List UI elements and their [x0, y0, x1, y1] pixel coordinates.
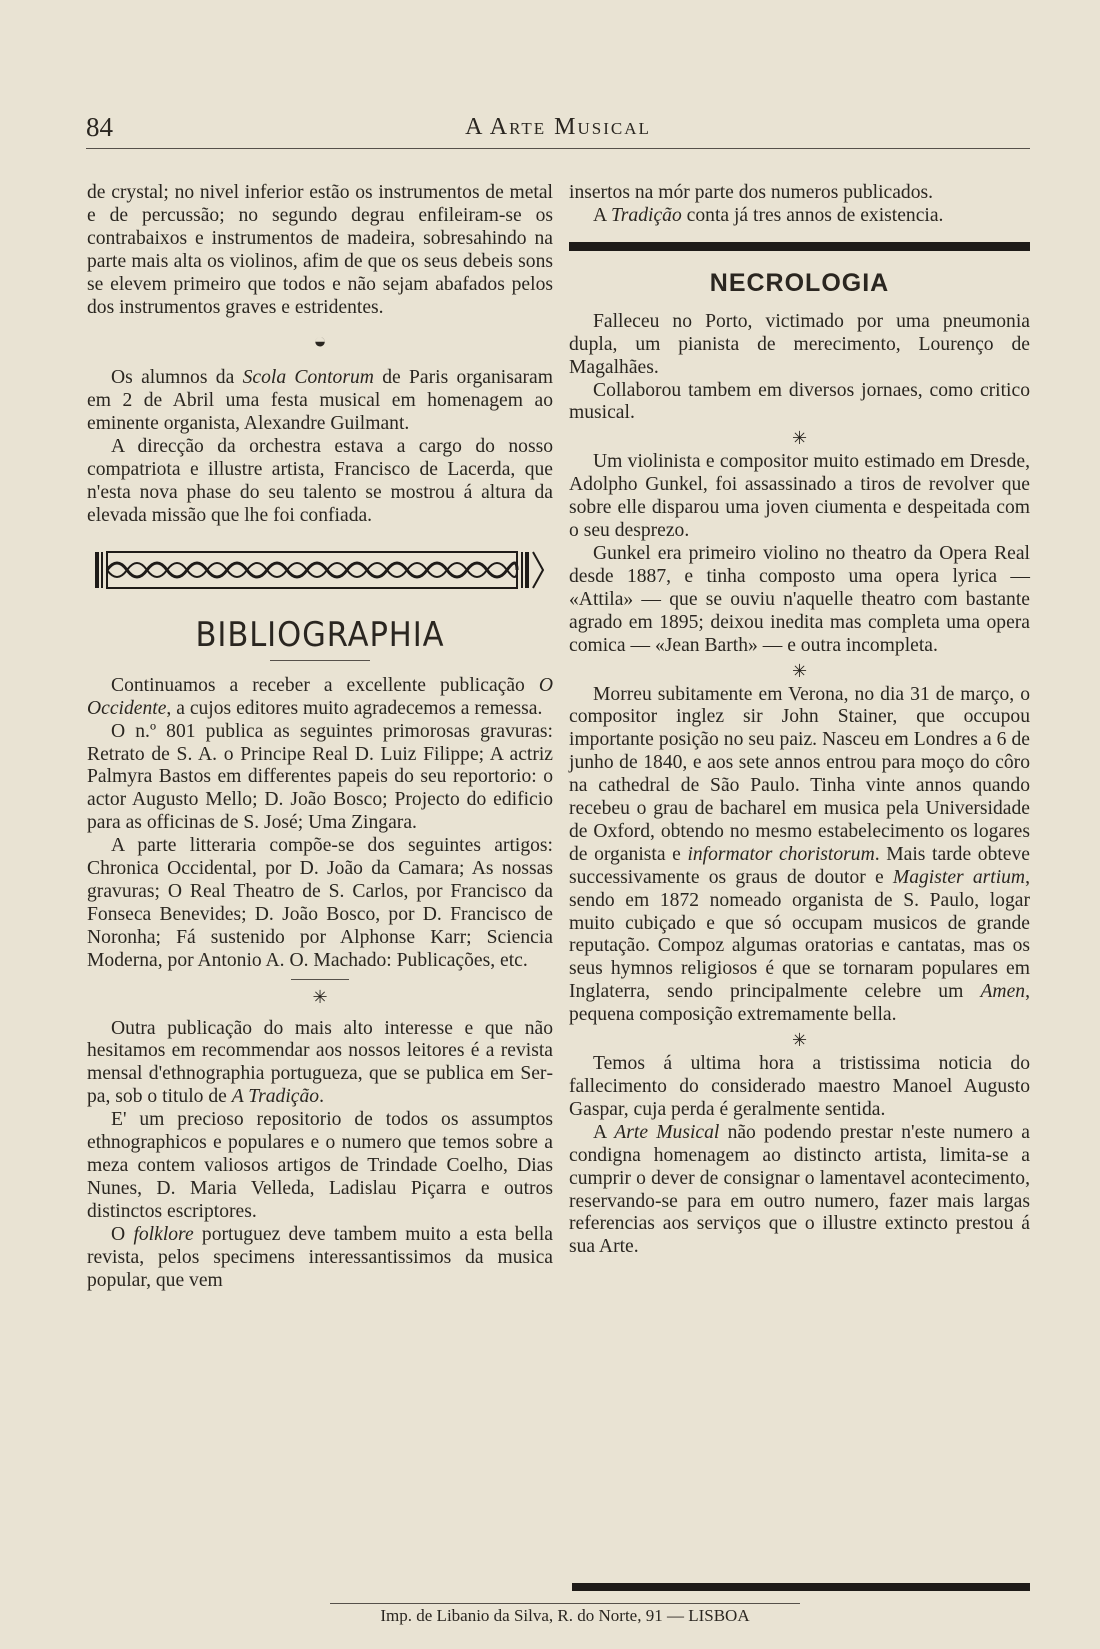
paragraph-tradicao-intro: Outra publicação do mais alto interesse e que não hesitamos em recommendar aos nossos leitores é a revista mensal d'ethnographia portugueza, que se publica em Serpa, sob o titulo de A Tradição. — [87, 1017, 553, 1108]
section-rule — [291, 979, 349, 980]
paragraph-parte-litteraria: A parte litteraria compõe-se dos seguintes artigos: Chronica Occidental, por D. João da Camara; As nossas gravuras; O Real Theatro de S. Carlos, por Francisco da Fonseca Benevides; D. João Bosco, por D. Francisco de Noronha; Fá sustenido por Alphonse Karr; Sciencia Moderna, por Antonio A. O. Machado: Publicações, etc. — [87, 835, 553, 971]
heading-rule — [270, 660, 370, 661]
page-number: 84 — [86, 112, 113, 142]
paragraph-insertos: insertos na mór parte dos numeros publicados. — [569, 182, 934, 203]
paragraph-gunkel-death: Um violinista e compositor muito estimado em Dresde, Adolpho Gunkel, foi assassinado a tiros de revolver que sobre elle disparou uma joven ciumenta e despeitada com o seu desprezo. — [569, 451, 1030, 542]
asterisk-separator-icon: ✳ — [791, 660, 808, 681]
paragraph-tradicao-annos: A Tradição conta já tres annos de existencia. — [593, 204, 944, 226]
asterisk-separator-icon: ✳ — [791, 1030, 808, 1051]
asterisk-separator-icon: ✳ — [312, 986, 328, 1007]
paragraph-occidente: Continuamos a receber a excellente publicação O Occidente, a cujos editores muito agradecemos a remessa. — [87, 674, 553, 719]
asterisk-separator-icon: ✳ — [791, 428, 808, 449]
paragraph-stainer: Morreu subitamente em Verona, no dia 31 de março, o compositor inglez sir John Stainer, que occupou importante posição no seu paiz. Nasceu em Londres a 6 de junho de 1840, e aos sete annos entrou para moço do côro na cathedral de São Paulo. Tinha vinte annos quando recebeu o grau de bacharel em musica pela Universidade de Oxford, obtendo no mesmo estabelecimento os logares de organista e informator choristorum. Mais tarde obteve successivamente os graus de doutor e Magister artium, sendo em 1872 nomeado organista de S. Paulo, logar muito cubiçado e que só occupam musicos de grande reputação. Compoz algumas oratorias e cantatas, mas os seus hymnos religiosos é que se tornaram populares em Inglaterra, sendo principalmente celebre um Amen, pequena composição extremamente bella. — [569, 683, 1030, 1026]
right-column — [569, 182, 1030, 1259]
left-column — [87, 182, 553, 1292]
decorative-band-pattern — [87, 548, 553, 592]
paragraph-gravuras: O n.º 801 publica as seguintes primorosas gravuras: Retrato de S. A. o Principe Real D. Luiz Filippe; A actriz Palmyra Bastos em differentes papeis do seu reportorio: o actor Augusto Mello; D. João Bosco; Projecto do edificio para as officinas de S. José; Uma Zingara. — [87, 720, 553, 834]
section-divider — [569, 242, 1030, 251]
bibliographia-heading: BIBLIOGRAPHIA — [195, 614, 445, 655]
paragraph-gaspar: Temos á ultima hora a tristissima noticia do fallecimento do considerado maestro Manoel Augusto Gaspar, cuja perda é geralmente sentida. — [569, 1053, 1030, 1120]
paragraph-orchestra-layout: de crystal; no nivel inferior estão os instrumentos de metal e de percussão; no segundo degrau enfileiram-se os contrabaixos e instrumentos de madeira, sobresahindo na parte mais alta os violinos, afim de que os seus debeis sons se elevem primeiro que todos e não sejam abafados pelos dos instrumentos graves e estridentes. — [87, 182, 553, 318]
imprint-line: Imp. de Libanio da Silva, R. do Norte, 91 — LISBOA — [330, 1603, 800, 1626]
paragraph-direccao-orchestra: A direcção da orchestra estava a cargo do nosso compatriota e illustre artista, Francisco de Lacerda, que n'esta nova phase do seu talento se mostrou á altura da elevada missão que lhe foi confiada. — [87, 436, 553, 526]
paragraph-repositorio: E' um precioso repositorio de todos os assumptos ethnographicos e populares e o numero que temos sobre a meza contem valiosos artigos de Trindade Coelho, Dias Nunes, D. Maria Velleda, Ladislau Piçarra e outros distinctos escriptores. — [87, 1109, 553, 1222]
paragraph-folklore: O folklore portuguez deve tambem muito a esta bella revista, pelos specimens interessantissimos da musica popular, que vem — [87, 1223, 553, 1291]
footer-divider — [572, 1583, 1030, 1591]
decorative-band — [87, 548, 553, 598]
paragraph-gunkel-career: Gunkel era primeiro violino no theatro da Opera Real desde 1887, e tinha composto uma opera lyrica — «Attila» — que se ouviu n'aquelle theatro com bastante agrado em 1895; deixou inedita mas completa uma opera comica — «Jean Barth» — e outra incompleta. — [569, 542, 1030, 656]
running-title: A Arte Musical — [465, 114, 651, 140]
paragraph-scola-contorum: Os alumnos da Scola Contorum de Paris organisaram em 2 de Abril uma festa musical em homenagem ao eminente organista, Alexandre Guilmant. — [87, 367, 553, 435]
paragraph-critico: Collaborou tambem em diversos jornaes, como critico musical. — [569, 379, 1030, 424]
page-header — [86, 108, 1030, 149]
section-ornament-icon: ◒ — [313, 328, 327, 354]
paragraph-lourenco: Falleceu no Porto, victimado por uma pneumonia dupla, um pianista de merecimento, Lourenço de Magalhães. — [569, 310, 1030, 378]
necrologia-heading: NECROLOGIA — [709, 268, 890, 297]
paragraph-arte-musical: A Arte Musical não podendo prestar n'este numero a condigna homenagem ao distincto artista, limita-se a cumprir o dever de consignar o lamentavel acontecimento, reservando-se para em outro numero, fazer mais largas referencias aos serviços que o illustre extincto prestou á sua Arte. — [569, 1121, 1031, 1258]
